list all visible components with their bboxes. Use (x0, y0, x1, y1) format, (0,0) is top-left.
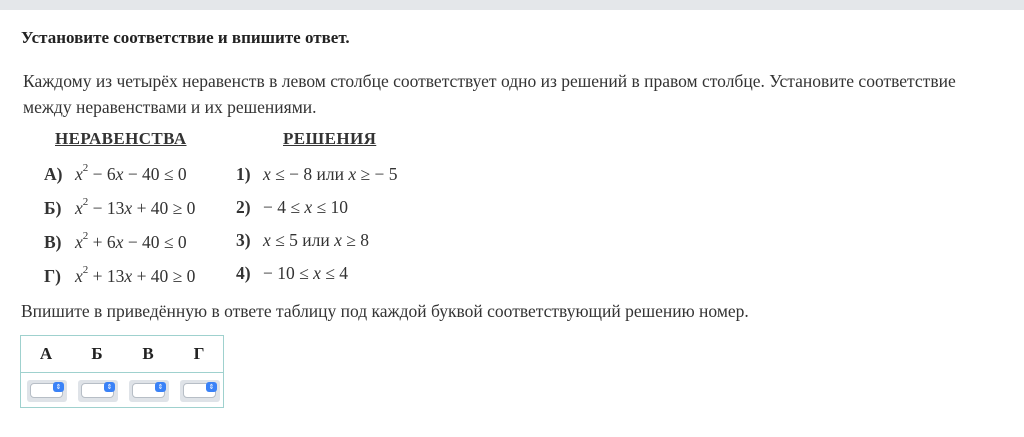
inequality-expression: $x^2 - 13x + 40 \ge 0$ (75, 196, 196, 218)
answer-column-header-v: В (142, 344, 154, 363)
solution-row-4 (236, 263, 348, 284)
answer-select-b[interactable] (78, 380, 118, 402)
top-bar (0, 0, 1024, 10)
solution-label: 1) (236, 164, 251, 184)
answer-select-g[interactable] (180, 380, 220, 402)
task-description: Каждому из четырёх неравенств в левом столбце соответствует одно из решений в правом столбце. Установите соответствие между неравенствами и их решениями. (23, 71, 956, 117)
solution-label: 4) (236, 263, 251, 283)
answer-table-divider (21, 372, 223, 373)
answer-column-header-b: Б (91, 344, 103, 363)
answer-column-header-g: Г (193, 344, 205, 363)
solution-expression: x ≤ − 8 или x ≥ − 5 (263, 164, 398, 184)
answer-column-header-a: А (39, 344, 53, 363)
answer-select-a[interactable] (27, 380, 67, 402)
inequality-expression: $x^2 + 13x + 40 \ge 0$ (75, 264, 196, 286)
inequality-label: Б) (44, 198, 62, 218)
inequality-label: В) (44, 232, 62, 252)
inequality-expression: $x^2 - 6x - 40 \le 0$ (75, 162, 187, 184)
task-heading: Установите соответствие и впишите ответ. (21, 28, 350, 47)
inequality-row-b (44, 198, 195, 219)
solution-expression: x ≤ 5 или x ≥ 8 (263, 230, 369, 250)
chevron-updown-icon[interactable]: ⇕ (155, 382, 166, 392)
solution-expression: − 4 ≤ x ≤ 10 (263, 197, 348, 217)
chevron-updown-icon[interactable]: ⇕ (104, 382, 115, 392)
solution-row-3 (236, 230, 369, 251)
solutions-column-title: РЕШЕНИЯ (283, 129, 377, 148)
solution-row-2 (236, 197, 348, 218)
solution-expression: − 10 ≤ x ≤ 4 (263, 263, 348, 283)
inequality-row-a (44, 164, 187, 185)
solution-row-1 (236, 164, 397, 185)
inequality-label: Г) (44, 266, 61, 286)
inequality-row-g (44, 266, 195, 287)
answer-select-v[interactable] (129, 380, 169, 402)
inequality-label: А) (44, 164, 63, 184)
inequalities-column-title: НЕРАВЕНСТВА (55, 129, 187, 148)
inequality-row-v (44, 232, 187, 253)
solution-label: 3) (236, 230, 251, 250)
solution-label: 2) (236, 197, 251, 217)
chevron-updown-icon[interactable]: ⇕ (206, 382, 217, 392)
answer-table (20, 335, 224, 408)
answer-instruction: Впишите в приведённую в ответе таблицу под каждой буквой соответствующий решению номер. (21, 301, 749, 321)
inequality-expression: $x^2 + 6x - 40 \le 0$ (75, 230, 187, 252)
chevron-updown-icon[interactable]: ⇕ (53, 382, 64, 392)
